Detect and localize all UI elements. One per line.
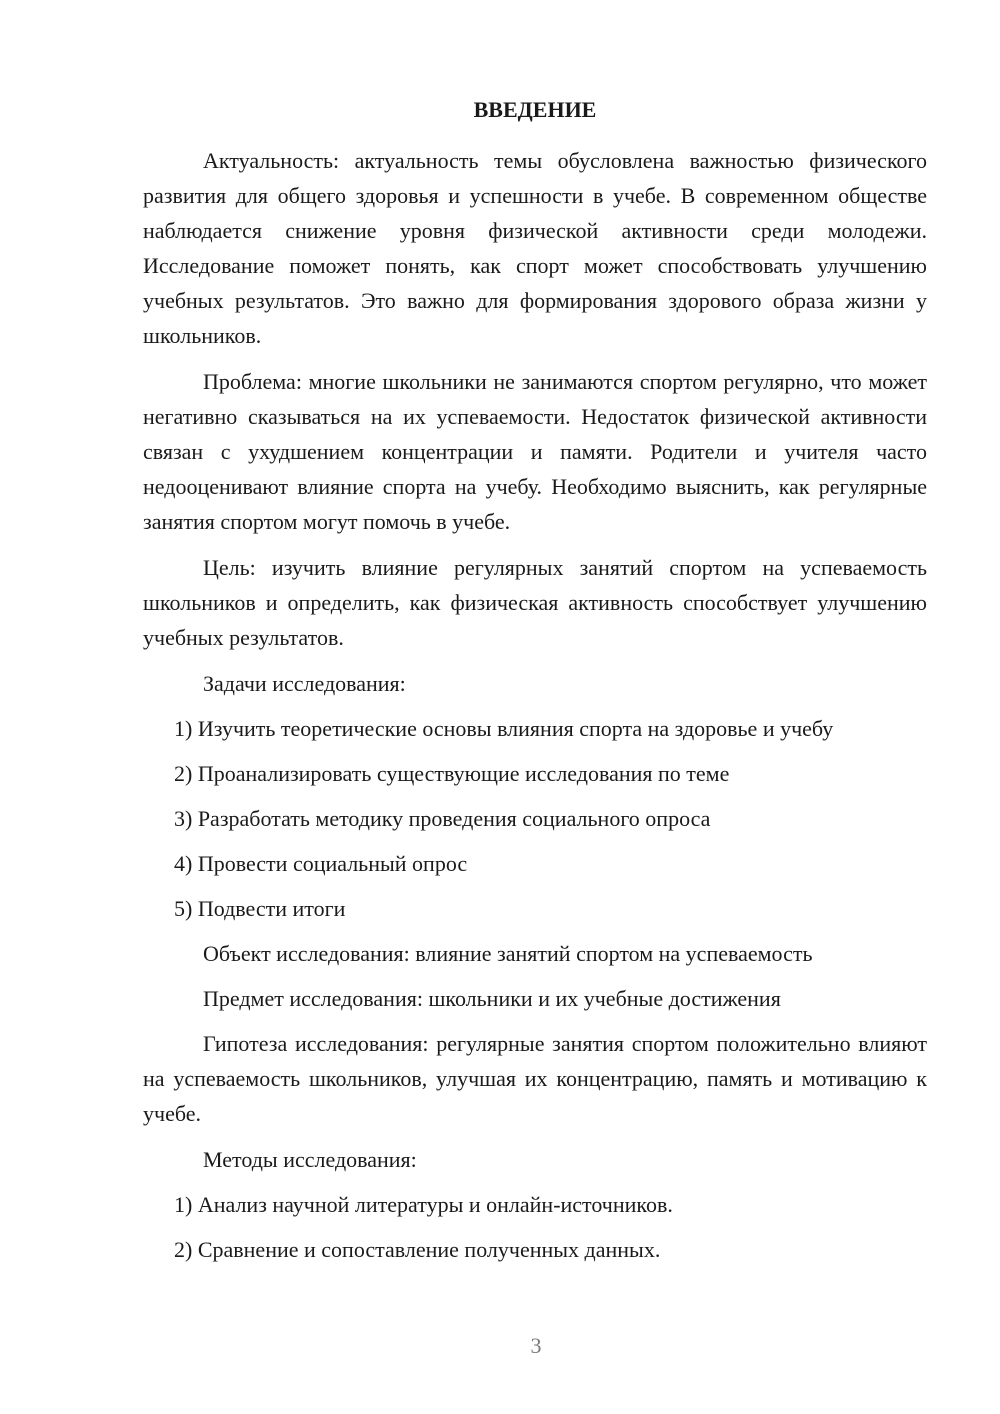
relevance-paragraph: Актуальность: актуальность темы обусловлена важностью физического развития для общего здоровья и успешности в учебе. В современном обществе наблюдается снижение уровня физической активности среди молодежи. Исследование поможет понять, как спорт может способствовать улучшению учебных результатов. Это важно для формирования здорового образа жизни у школьников. xyxy=(143,148,927,348)
method-item-2: 2) Сравнение и сопоставление полученных данных. xyxy=(174,1237,661,1262)
task-item-5: 5) Подвести итоги xyxy=(174,896,346,921)
section-title: ВВЕДЕНИЕ xyxy=(473,97,597,122)
task-item-4: 4) Провести социальный опрос xyxy=(174,851,468,876)
research-object: Объект исследования: влияние занятий спортом на успеваемость xyxy=(203,941,813,966)
research-subject: Предмет исследования: школьники и их учебные достижения xyxy=(203,986,781,1011)
method-item-1: 1) Анализ научной литературы и онлайн-источников. xyxy=(174,1192,673,1217)
methods-heading: Методы исследования: xyxy=(203,1147,417,1172)
page-content xyxy=(143,92,927,1277)
task-item-1: 1) Изучить теоретические основы влияния спорта на здоровье и учебу xyxy=(174,716,834,741)
goal-paragraph: Цель: изучить влияние регулярных занятий спортом на успеваемость школьников и определить, как физическая активность способствует улучшению учебных результатов. xyxy=(143,555,927,650)
problem-paragraph: Проблема: многие школьники не занимаются спортом регулярно, что может негативно сказываться на их успеваемости. Недостаток физической активности связан с ухудшением концентрации и памяти. Родители и учителя часто недооценивают влияние спорта на учебу. Необходимо выяснить, как регулярные занятия спортом могут помочь в учебе. xyxy=(143,369,927,534)
hypothesis-paragraph: Гипотеза исследования: регулярные занятия спортом положительно влияют на успеваемость школьников, улучшая их концентрацию, память и мотивацию к учебе. xyxy=(143,1031,927,1126)
task-item-2: 2) Проанализировать существующие исследования по теме xyxy=(174,761,730,786)
page-number: 3 xyxy=(530,1333,542,1358)
tasks-heading: Задачи исследования: xyxy=(203,671,406,696)
task-item-3: 3) Разработать методику проведения социального опроса xyxy=(174,806,711,831)
